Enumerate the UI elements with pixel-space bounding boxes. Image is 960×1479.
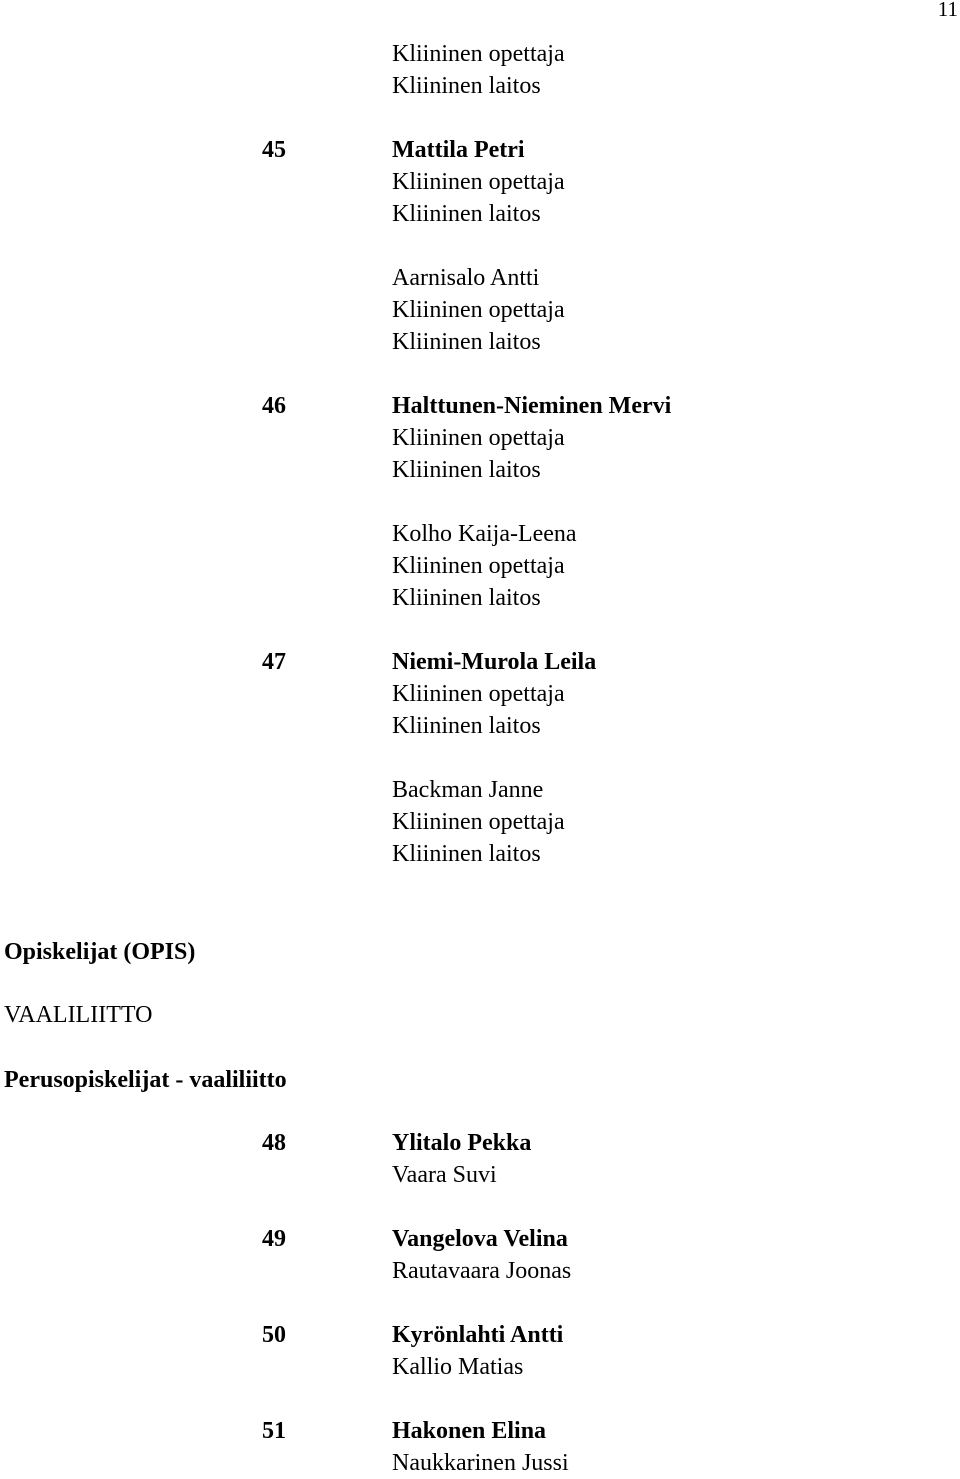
deputy-department: Kliininen laitos (392, 841, 541, 867)
candidate-name: Niemi-Murola Leila (392, 649, 597, 675)
deputy-title: Kliininen opettaja (392, 553, 565, 579)
candidate-name: Mattila Petri (392, 137, 525, 163)
candidate-name: Kyrönlahti Antti (392, 1322, 564, 1348)
deputy-name: Aarnisalo Antti (392, 265, 540, 291)
deputy-name: Naukkarinen Jussi (392, 1450, 569, 1476)
candidate-title: Kliininen opettaja (392, 169, 565, 195)
candidate-number: 49 (262, 1226, 286, 1252)
candidate-department: Kliininen laitos (392, 457, 541, 483)
deputy-title: Kliininen opettaja (392, 809, 565, 835)
deputy-name: Vaara Suvi (392, 1162, 497, 1188)
candidate-department: Kliininen laitos (392, 713, 541, 739)
deputy-name: Kolho Kaija-Leena (392, 521, 577, 547)
deputy-name: Backman Janne (392, 777, 544, 803)
candidate-department: Kliininen laitos (392, 201, 541, 227)
candidate-name: Ylitalo Pekka (392, 1130, 532, 1156)
candidate-number: 51 (262, 1418, 286, 1444)
alliance-heading: VAALILIITTO (4, 1002, 153, 1028)
candidate-number: 50 (262, 1322, 286, 1348)
deputy-department: Kliininen laitos (392, 585, 541, 611)
title-line: Kliininen opettaja (392, 41, 565, 67)
candidate-number: 46 (262, 393, 286, 419)
candidate-name: Vangelova Velina (392, 1226, 568, 1252)
department-line: Kliininen laitos (392, 73, 541, 99)
page-number: 11 (937, 0, 958, 21)
group-heading: Opiskelijat (OPIS) (4, 939, 196, 965)
list-name-heading: Perusopiskelijat - vaaliliitto (4, 1067, 287, 1093)
deputy-name: Kallio Matias (392, 1354, 524, 1380)
candidate-title: Kliininen opettaja (392, 425, 565, 451)
deputy-name: Rautavaara Joonas (392, 1258, 572, 1284)
deputy-title: Kliininen opettaja (392, 297, 565, 323)
candidate-number: 45 (262, 137, 286, 163)
candidate-name: Halttunen-Nieminen Mervi (392, 393, 672, 419)
deputy-department: Kliininen laitos (392, 329, 541, 355)
candidate-number: 48 (262, 1130, 286, 1156)
candidate-name: Hakonen Elina (392, 1418, 547, 1444)
candidate-number: 47 (262, 649, 286, 675)
candidate-title: Kliininen opettaja (392, 681, 565, 707)
